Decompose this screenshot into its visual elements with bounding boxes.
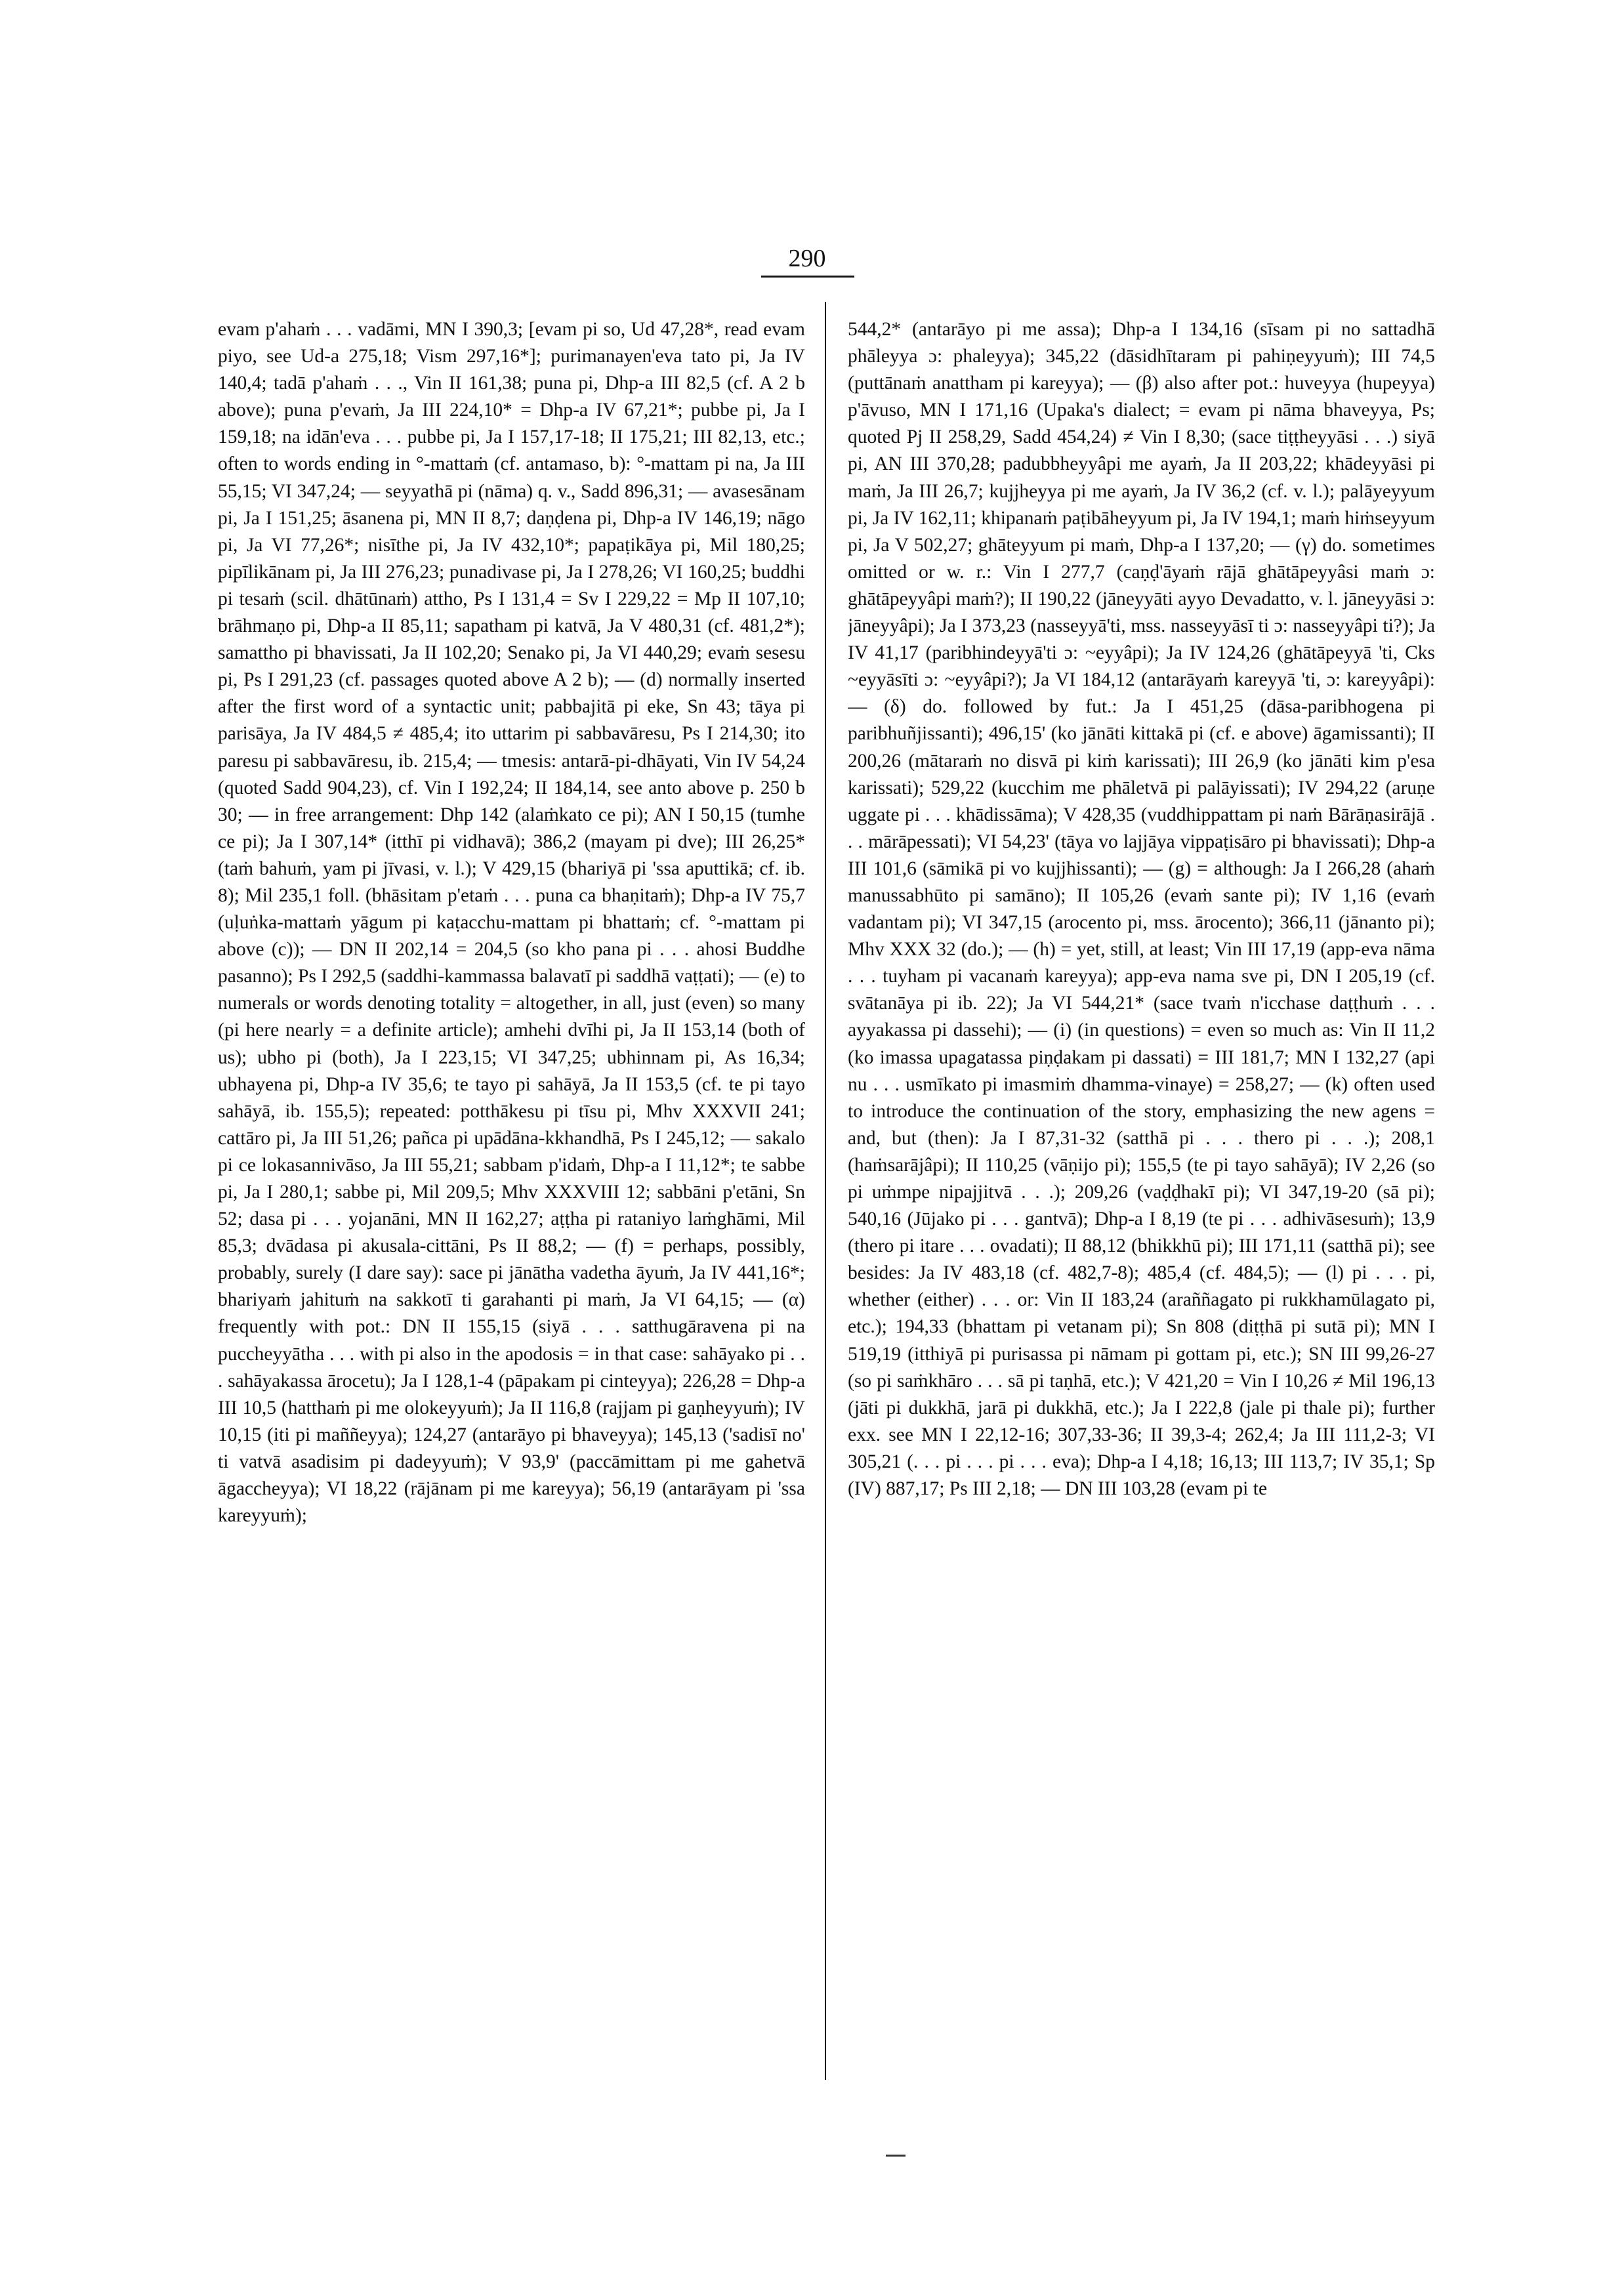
header-rule (761, 276, 854, 278)
right-column-text: 544,2* (antarāyo pi me assa); Dhp-a I 134,16 (sīsam pi no sattadhā phāleyya ɔ: phaleyya); 345,22 (dāsidhītaram pi pahiṇeyyuṁ); III 74,5 (puttānaṁ anattham pi kareyya); — (β) also after pot.: huveyya (hupeyya) p'āvuso, MN I 171,16 (Upaka's dialect; = evam pi nāma bhaveyya, Ps; quoted Pj II 258,29, Sadd 454,24) ≠ Vin I 8,30; (sace tiṭṭheyyāsi . . .) siyā pi, AN III 370,28; padubbheyyâpi me ayaṁ, Ja II 203,22; khādeyyāsi pi maṁ, Ja III 26,7; kujjheyya pi me ayaṁ, Ja IV 36,2 (cf. v. l.); palāyeyyum pi, Ja IV 162,11; khipanaṁ paṭibāheyyum pi, Ja IV 194,1; maṁ hiṁseyyum pi, Ja V 502,27; ghāteyyum pi maṁ, Dhp-a I 137,20; — (γ) do. sometimes omitted or w. r.: Vin I 277,7 (caṇḍ'āyaṁ rājā ghātāpeyyâsi maṁ ɔ: ghātāpeyyâpi maṁ?); II 190,22 (jāneyyāti ayyo Devadatto, v. l. jāneyyāsi ɔ: jāneyyâpi); Ja I 373,23 (nasseyyā'ti, mss. nasseyyāsī ti ɔ: nasseyyâpi ti?); Ja IV 41,17 (paribhindeyyā'ti ɔ: ~eyyâpi); Ja IV 124,26 (ghātāpeyyā 'ti, Cks ~eyyāsīti ɔ: ~eyyâpi?); Ja VI 184,12 (antarāyaṁ kareyyā 'ti, ɔ: kareyyâpi): — (δ) do. followed by fut.: Ja I 451,25 (dāsa-paribhogena pi paribhuñjissanti); 496,15' (ko jānāti kittakā pi (cf. e above) āgamissanti); II 200,26 (mātaraṁ no disvā pi kiṁ karissati); III 26,9 (ko jānāti kim p'esa karissati); 529,22 (kucchim me phāletvā pi palāyissati); IV 294,22 (aruṇe uggate pi . . . khādissāma); V 428,35 (vuddhippattam pi naṁ Bārāṇasirājā . . . mārāpessati); VI 54,23' (tāya vo lajjāya vippaṭisāro pi bhavissati); Dhp-a III 101,6 (sāmikā pi vo kujjhissanti); — (g) = although: Ja I 266,28 (ahaṁ manussabhūto pi samāno); II 105,26 (evaṁ sante pi); IV 1,16 (evaṁ vadantam pi); VI 347,15 (arocento pi, mss. ārocento); 366,11 (jānanto pi); Mhv XXX 32 (do.); — (h) = yet, still, at least; Vin III 17,19 (app-eva nāma . . . tuyham pi vacanaṁ kareyya); app-eva nama sve pi, DN I 205,19 (cf. svātanāya pi ib. 22); Ja VI 544,21* (sace tvaṁ n'icchase daṭṭhuṁ . . . ayyakassa pi dassehi); — (i) (in questions) = even so much as: Vin II 11,2 (ko imassa upagatassa piṇḍakam pi dassati) = III 181,7; MN I 132,27 (api nu . . . usmīkato pi imasmiṁ dhamma-vinaye) = 258,27; — (k) often used to introduce the continuation of the story, emphasizing the new agens = and, but (then): Ja I 87,31-32 (satthā pi . . . thero pi . . .); 208,1 (haṁsarājâpi); II 110,25 (vāṇijo pi); 155,5 (te pi tayo sahāyā); IV 2,26 (so pi uṁmpe nipajjitvā . . .); 209,26 (vaḍḍhakī pi); VI 347,19-20 (sā pi); 540,16 (Jūjako pi . . . gantvā); Dhp-a I 8,19 (te pi . . . adhivāsesuṁ); 13,9 (thero pi itare . . . ovadati); II 88,12 (bhikkhū pi); III 171,11 (satthā pi); see besides: Ja IV 483,18 (cf. 482,7-8); 485,4 (cf. 484,5); — (l) pi . . . pi, whether (either) . . . or: Vin II 183,24 (araññagato pi rukkhamūlagato pi, etc.); 194,33 (bhattam pi vetanam pi); Sn 808 (diṭṭhā pi sutā pi); MN I 519,19 (itthiyā pi purisassa pi nāmam pi gottam pi, etc.); SN III 99,26-27 (so pi saṁkhāro . . . sā pi taṇhā, etc.); V 421,20 = Vin I 10,26 ≠ Mil 196,13 (jāti pi dukkhā, jarā pi dukkhā, etc.); Ja I 222,8 (jale pi thale pi); further exx. see MN I 22,12-16; 307,33-36; II 39,3-4; 262,4; Ja III 111,2-3; VI 305,21 (. . . pi . . . pi . . . eva); Dhp-a I 4,18; 16,13; III 113,7; IV 35,1; Sp (IV) 887,17; Ps III 2,18; — DN III 103,28 (evam pi te (848, 319, 1435, 1500)
footer-mark (886, 2155, 906, 2157)
right-column (848, 316, 1435, 2088)
column-separator (825, 302, 826, 2080)
left-column-text: evam p'ahaṁ . . . vadāmi, MN I 390,3; [evam pi so, Ud 47,28*, read evam piyo, see Ud-a 275,18; Vism 297,16*]; purimanayen'eva tato pi, Ja IV 140,4; tadā p'ahaṁ . . ., Vin II 161,38; puna pi, Dhp-a III 82,5 (cf. A 2 b above); puna p'evaṁ, Ja III 224,10* = Dhp-a IV 67,21*; pubbe pi, Ja I 159,18; na idān'eva . . . pubbe pi, Ja I 157,17-18; II 175,21; III 82,13, etc.; often to words ending in °-mattaṁ (cf. antamaso, b): °-mattam pi na, Ja III 55,15; VI 347,24; — seyyathā pi (nāma) q. v., Sadd 896,31; — avasesānam pi, Ja I 151,25; āsanena pi, MN II 8,7; daṇḍena pi, Dhp-a IV 146,19; nāgo pi, Ja VI 77,26*; nisīthe pi, Ja IV 432,10*; papaṭikāya pi, Mil 180,25; pipīlikānam pi, Ja III 276,23; punadivase pi, Ja I 278,26; VI 160,25; buddhi pi tesaṁ (scil. dhātūnaṁ) attho, Ps I 131,4 = Sv I 229,22 = Mp II 107,10; brāhmaṇo pi, Dhp-a II 85,11; sapatham pi katvā, Ja V 480,31 (cf. 481,2*); samattho pi bhavissati, Ja II 102,20; Senako pi, Ja VI 440,29; evaṁ sesesu pi, Ps I 291,23 (cf. passages quoted above A 2 b); — (d) normally inserted after the first word of a syntactic unit; pabbajitā pi eke, Sn 43; tāya pi parisāya, Ja IV 484,5 ≠ 485,4; ito uttarim pi sabbavāresu, Ps I 214,30; ito paresu pi sabbavāresu, ib. 215,4; — tmesis: antarā-pi-dhāyati, Vin IV 54,24 (quoted Sadd 904,23), cf. Vin I 192,24; II 184,14, see anto above p. 250 b 30; — in free arrangement: Dhp 142 (alaṁkato ce pi); AN I 50,15 (tumhe ce pi); Ja I 307,14* (itthī pi vidhavā); 386,2 (mayam pi dve); III 26,25* (taṁ bahuṁ, yam pi jīvasi, v. l.); V 429,15 (bhariyā pi 'ssa aputtikā; cf. ib. 8); Mil 235,1 foll. (bhāsitam p'etaṁ . . . puna ca bhaṇitaṁ); Dhp-a IV 75,7 (uḷuṅka-mattaṁ yāgum pi kaṭacchu-mattam pi bhattaṁ; cf. °-mattam pi above (c)); — DN II 202,14 = 204,5 (so kho pana pi . . . ahosi Buddhe pasanno); Ps I 292,5 (saddhi-kammassa balavatī pi saddhā vaṭṭati); — (e) to numerals or words denoting totality = altogether, in all, just (even) so many (pi here nearly = a definite article); amhehi dvīhi pi, Ja II 153,14 (both of us); ubho pi (both), Ja I 223,15; VI 347,25; ubhinnam pi, As 16,34; ubhayena pi, Dhp-a IV 35,6; te tayo pi sahāyā, Ja II 153,5 (cf. te pi tayo sahāyā, ib. 155,5); repeated: potthākesu pi tīsu pi, Mhv XXXVII 241; cattāro pi, Ja III 51,26; pañca pi upādāna-kkhandhā, Ps I 245,12; — sakalo pi ce lokasannivāso, Ja III 55,21; sabbam p'idaṁ, Dhp-a I 11,12*; te sabbe pi, Ja I 280,1; sabbe pi, Mil 209,5; Mhv XXXVIII 12; sabbāni p'etāni, Sn 52; dasa pi . . . yojanāni, MN II 162,27; aṭṭha pi rataniyo laṁghāmi, Mil 85,3; dvādasa pi akusala-cittāni, Ps II 88,2; — (f) = perhaps, possibly, probably, surely (I dare say): sace pi jānātha vadetha āyuṁ, Ja IV 441,16*; bhariyaṁ jahituṁ na sakkotī ti garahanti pi maṁ, Ja VI 64,15; — (α) frequently with pot.: DN II 155,15 (siyā . . . satthugāravena pi na puccheyyātha . . . with pi also in the apodosis = in that case: sahāyako pi . . . sahāyakassa ārocetu); Ja I 128,1-4 (pāpakam pi cinteyya); 226,28 = Dhp-a III 10,5 (hatthaṁ pi me olokeyyuṁ); Ja II 116,8 (rajjam pi gaṇheyyuṁ); IV 10,15 (iti pi maññeyya); 124,27 (antarāyo pi bhaveyya); 145,13 ('sadisī no' ti vatvā asadisim pi dadeyyuṁ); V 93,9' (paccāmittam pi me gahetvā āgaccheyya); VI 18,22 (rājānam pi me kareyya); 56,19 (antarāyam pi 'ssa kareyyuṁ); (218, 319, 805, 1527)
page-number: 290 (788, 245, 826, 272)
left-column (218, 316, 805, 2088)
